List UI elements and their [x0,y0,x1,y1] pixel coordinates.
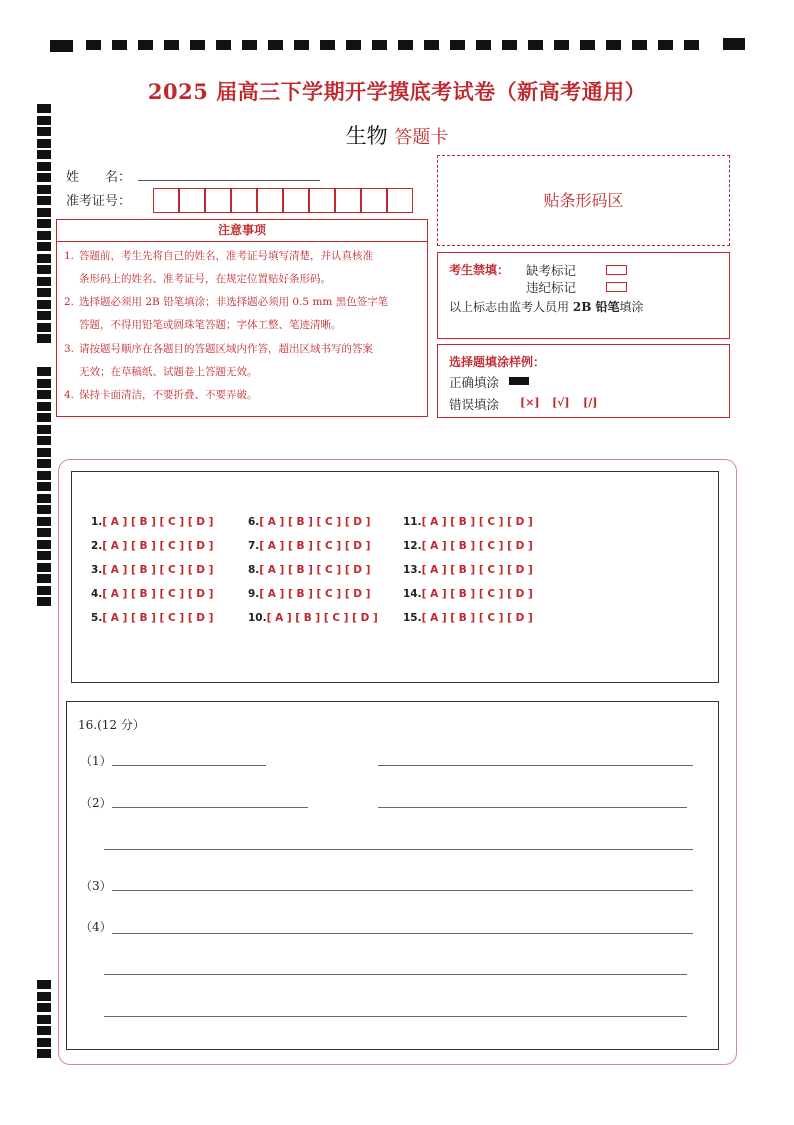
timing-mark [528,40,543,50]
timing-mark [37,231,51,240]
objective-question[interactable] [91,588,213,600]
timing-mark [37,494,51,503]
question-number: 5. [91,612,103,624]
notice-line: 答题前，考生先将自己的姓名，准考证号填写清楚，并认真核准 [79,250,373,262]
question-number: 2. [91,540,103,552]
part-3-label: （3） [80,879,112,893]
notice-item [64,291,426,337]
id-label: 准考证号： [66,194,132,209]
notice-number: 2. [64,296,75,308]
wrong-label: 错误填涂 [449,397,500,412]
id-digit-box[interactable] [231,188,257,213]
exam-title: 2025 届高三下学期开学摸底考试卷（新高考通用） [147,79,647,104]
timing-mark [37,367,51,376]
part-4-label: （4） [80,920,112,934]
timing-mark [37,597,51,606]
notice-line: 无效；在草稿纸、试题卷上答题无效。 [79,366,258,378]
notice-number: 1. [64,250,75,262]
timing-mark [37,586,51,595]
answer-line-3[interactable] [112,890,693,891]
question-number: 10. [248,612,267,624]
objective-question[interactable] [248,516,370,528]
answer-options[interactable]: [ A ] [ B ] [ C ] [ D ] [259,516,371,528]
answer-options[interactable]: [ A ] [ B ] [ C ] [ D ] [421,588,533,600]
timing-mark [37,254,51,263]
timing-mark [37,436,51,445]
id-digit-box[interactable] [309,188,335,213]
timing-mark [37,196,51,205]
timing-mark [294,40,309,50]
subject-heading [0,120,794,150]
name-field[interactable] [138,180,320,181]
question-number: 1. [91,516,103,528]
absent-mark-box[interactable] [606,265,627,275]
timing-mark [37,1003,51,1012]
answer-line-1b[interactable] [378,765,693,766]
answer-options[interactable]: [ A ] [ B ] [ C ] [ D ] [102,564,214,576]
answer-line-4b[interactable] [104,974,687,975]
notice-line: 条形码上的姓名、准考证号，在规定位置贴好条形码。 [79,273,331,285]
objective-question[interactable] [91,564,213,576]
answer-line-2c[interactable] [104,849,693,850]
objective-question[interactable] [248,540,370,552]
notice-item [64,384,426,407]
objective-question[interactable] [91,612,213,624]
question-number: 3. [91,564,103,576]
objective-question[interactable] [248,612,378,624]
timing-mark [37,528,51,537]
id-digit-box[interactable] [335,188,361,213]
id-digit-box[interactable] [179,188,205,213]
timing-mark [50,40,73,52]
timing-mark [37,517,51,526]
answer-line-2b[interactable] [378,807,687,808]
timing-mark [37,300,51,309]
id-digit-box[interactable] [153,188,179,213]
question-16-box [66,701,719,1050]
timing-mark [476,40,491,50]
filled-mark-example [509,377,529,385]
timing-mark [37,992,51,1001]
notice-number: 4. [64,389,75,401]
timing-mark [37,1049,51,1058]
timing-mark [37,413,51,422]
answer-options[interactable]: [ A ] [ B ] [ C ] [ D ] [266,612,378,624]
notice-title-bar [56,219,428,242]
example-box [437,344,730,418]
timing-mark [554,40,569,50]
timing-mark [37,1015,51,1024]
timing-mark [37,150,51,159]
timing-mark [37,482,51,491]
notice-line: 选择题必须用 2B 铅笔填涂；非选择题必须用 0.5 mm 黑色签字笔 [79,296,389,308]
timing-mark [37,173,51,182]
timing-mark [37,402,51,411]
answer-options[interactable]: [ A ] [ B ] [ C ] [ D ] [102,540,214,552]
timing-mark [37,1026,51,1035]
part-1-label: （1） [80,754,112,768]
timing-mark [37,980,51,989]
timing-mark [606,40,621,50]
objective-box [71,471,719,683]
question-number: 9. [248,588,260,600]
timing-mark [216,40,231,50]
timing-mark [723,38,745,50]
answer-options[interactable]: [ A ] [ B ] [ C ] [ D ] [259,564,371,576]
barcode-label: 贴条形码区 [543,191,624,210]
timing-mark [450,40,465,50]
objective-question[interactable] [403,540,533,552]
question-16-title: 16.(12 分） [78,718,145,732]
notice-title: 注意事项 [217,223,266,237]
objective-question[interactable] [403,564,533,576]
timing-mark [684,40,699,50]
timing-mark [164,40,179,50]
timing-mark [138,40,153,50]
objective-question[interactable] [248,564,370,576]
id-digit-box[interactable] [257,188,283,213]
timing-mark [37,563,51,572]
timing-mark [86,40,101,50]
forbidden-box [437,252,730,339]
notice-item [64,338,426,384]
timing-mark [398,40,413,50]
wrong-mark-x: [×] [520,396,540,409]
answer-options[interactable]: [ A ] [ B ] [ C ] [ D ] [102,612,214,624]
forbidden-note-bold: 2B 铅笔 [572,300,620,314]
answer-line-4c[interactable] [104,1016,687,1017]
id-digit-box[interactable] [205,188,231,213]
timing-mark [37,425,51,434]
question-number: 4. [91,588,103,600]
timing-mark [37,379,51,388]
objective-question[interactable] [248,588,370,600]
timing-mark [37,288,51,297]
answer-options[interactable]: [ A ] [ B ] [ C ] [ D ] [421,516,533,528]
timing-mark [37,540,51,549]
answer-options[interactable]: [ A ] [ B ] [ C ] [ D ] [259,588,371,600]
timing-mark [37,265,51,274]
timing-mark [37,277,51,286]
timing-mark [37,334,51,343]
notice-number: 3. [64,343,75,355]
id-digit-box[interactable] [387,188,413,213]
timing-mark [190,40,205,50]
answer-options[interactable]: [ A ] [ B ] [ C ] [ D ] [102,588,214,600]
answer-line-1a[interactable] [112,765,266,766]
answer-options[interactable]: [ A ] [ B ] [ C ] [ D ] [421,612,533,624]
notice-item [64,245,426,291]
question-number: 7. [248,540,260,552]
absent-label: 缺考标记 [526,263,577,278]
timing-mark [37,448,51,457]
answer-line-4a[interactable] [112,933,693,934]
answer-options[interactable]: [ A ] [ B ] [ C ] [ D ] [259,540,371,552]
timing-mark [346,40,361,50]
forbidden-title: 考生禁填： [449,263,510,277]
question-number: 6. [248,516,260,528]
barcode-area [437,155,730,246]
violation-label: 违纪标记 [526,280,577,295]
forbidden-note-post: 填涂 [619,300,644,314]
objective-question[interactable] [91,516,213,528]
answer-options[interactable]: [ A ] [ B ] [ C ] [ D ] [102,516,214,528]
question-number: 14. [403,588,422,600]
timing-mark [37,471,51,480]
question-number: 13. [403,564,422,576]
timing-mark [37,162,51,171]
name-label: 姓 名： [66,170,132,185]
answer-options[interactable]: [ A ] [ B ] [ C ] [ D ] [421,540,533,552]
timing-mark [37,505,51,514]
question-number: 11. [403,516,422,528]
wrong-mark-check: [√] [552,396,570,409]
question-number: 8. [248,564,260,576]
part-2-label: （2） [80,796,112,810]
timing-mark [502,40,517,50]
question-number: 15. [403,612,422,624]
timing-mark [37,574,51,583]
timing-mark [242,40,257,50]
answer-line-2a[interactable] [112,807,308,808]
timing-mark [37,390,51,399]
timing-mark [37,185,51,194]
id-digit-box[interactable] [283,188,309,213]
timing-mark [320,40,335,50]
correct-label: 正确填涂 [449,375,500,390]
objective-question[interactable] [403,612,533,624]
notice-line: 保持卡面清洁，不要折叠、不要弄破。 [79,389,258,401]
notice-line: 请按题号顺序在各题目的答题区域内作答，超出区域书写的答案 [79,343,373,355]
timing-mark [372,40,387,50]
timing-mark [37,311,51,320]
timing-mark [37,242,51,251]
example-title: 选择题填涂样例： [449,355,546,369]
forbidden-note-pre: 以上标志由监考人员用 [449,300,570,314]
subject-name: 生物 [345,124,388,148]
timing-mark [580,40,595,50]
timing-mark [37,459,51,468]
timing-mark [112,40,127,50]
objective-question[interactable] [403,516,533,528]
objective-question[interactable] [403,588,533,600]
forbidden-note [449,298,644,315]
objective-question[interactable] [91,540,213,552]
timing-mark [658,40,673,50]
id-digit-box[interactable] [361,188,387,213]
timing-mark [37,323,51,332]
timing-mark [424,40,439,50]
timing-mark [37,208,51,217]
answer-options[interactable]: [ A ] [ B ] [ C ] [ D ] [421,564,533,576]
timing-mark [268,40,283,50]
timing-mark [632,40,647,50]
timing-mark [37,551,51,560]
violation-mark-box[interactable] [606,282,627,292]
timing-mark [37,1038,51,1047]
question-number: 12. [403,540,422,552]
subject-suffix: 答题卡 [394,127,449,148]
wrong-mark-slash: [/] [583,396,598,409]
timing-mark [37,219,51,228]
notice-line: 答题，不得用铅笔或圆珠笔答题；字体工整、笔迹清晰。 [79,319,342,331]
